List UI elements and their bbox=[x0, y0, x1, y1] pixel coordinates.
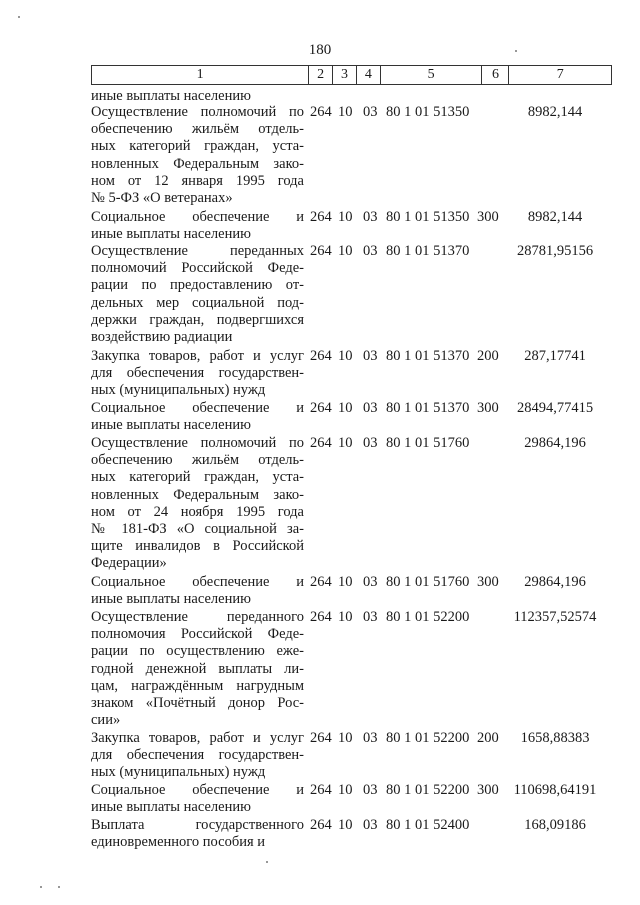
cell-col-3: 10 bbox=[338, 435, 353, 451]
description-line: знаком «Почётный донор Рос- bbox=[91, 695, 304, 712]
description-line: Закупка товаров, работ и услуг bbox=[91, 730, 304, 746]
description-line: № 181-ФЗ «О социальной за- bbox=[91, 521, 304, 538]
description-line: для обеспечения государствен- bbox=[91, 365, 304, 382]
cell-col-2: 264 bbox=[310, 435, 332, 451]
description-line: единовременного пособия и bbox=[91, 834, 266, 851]
description-line: Осуществление полномочий по bbox=[91, 104, 304, 120]
row-description bbox=[91, 574, 304, 608]
cell-col-6: 300 bbox=[477, 782, 499, 798]
description-line: иные выплаты населению bbox=[91, 417, 251, 434]
cell-col-5: 80 1 01 52200 bbox=[386, 609, 470, 625]
cell-col-2: 264 bbox=[310, 400, 332, 416]
cell-col-5: 80 1 01 52200 bbox=[386, 730, 470, 746]
header-col-5: 5 bbox=[381, 66, 483, 84]
header-col-1: 1 bbox=[92, 66, 309, 84]
cell-col-7: 287,17741 bbox=[524, 348, 586, 364]
cell-col-2: 264 bbox=[310, 574, 332, 590]
cell-col-6: 300 bbox=[477, 400, 499, 416]
cell-col-7: 28494,77415 bbox=[516, 400, 594, 416]
cell-col-4: 03 bbox=[363, 609, 378, 625]
cell-col-3: 10 bbox=[338, 817, 353, 833]
page-number: 180 bbox=[308, 42, 332, 58]
cell-col-7: 29864,196 bbox=[524, 574, 586, 590]
row-description bbox=[91, 348, 304, 400]
description-line: новленных Федеральным зако- bbox=[91, 486, 304, 503]
row-description bbox=[91, 400, 304, 434]
description-line: для обеспечения государствен- bbox=[91, 747, 304, 764]
cell-col-2: 264 bbox=[310, 609, 332, 625]
cell-col-5: 80 1 01 51760 bbox=[386, 435, 470, 451]
description-line: ном от 12 января 1995 года bbox=[91, 172, 304, 189]
description-line: Социальное обеспечение и bbox=[91, 400, 304, 416]
description-line: Осуществление переданных bbox=[91, 243, 304, 259]
cell-col-4: 03 bbox=[363, 209, 378, 225]
cell-col-4: 03 bbox=[363, 400, 378, 416]
cell-col-5: 80 1 01 51350 bbox=[386, 104, 470, 120]
description-line: Выплата государственного bbox=[91, 817, 304, 833]
description-line: иные выплаты населению bbox=[91, 226, 251, 243]
cell-col-3: 10 bbox=[338, 730, 353, 746]
description-line: воздействию радиации bbox=[91, 329, 233, 346]
row-description bbox=[91, 782, 304, 816]
row-description bbox=[91, 817, 304, 851]
cell-col-2: 264 bbox=[310, 209, 332, 225]
header-col-4: 4 bbox=[357, 66, 381, 84]
description-line: рации по осуществлению еже- bbox=[91, 643, 304, 660]
description-line: ных (муниципальных) нужд bbox=[91, 382, 266, 399]
description-line: полномочий Российской Феде- bbox=[91, 260, 304, 277]
description-line: обеспечению жильём отдель- bbox=[91, 121, 304, 138]
description-line: щите инвалидов в Российской bbox=[91, 538, 304, 555]
cell-col-3: 10 bbox=[338, 243, 353, 259]
description-line: полномочия Российской Феде- bbox=[91, 626, 304, 643]
cell-col-4: 03 bbox=[363, 104, 378, 120]
cell-col-7: 112357,52574 bbox=[513, 609, 597, 625]
description-line: годной денежной выплаты ли- bbox=[91, 660, 304, 677]
description-line: № 5-ФЗ «О ветеранах» bbox=[91, 190, 233, 207]
cell-col-3: 10 bbox=[338, 574, 353, 590]
description-line: ном от 24 ноября 1995 года bbox=[91, 503, 304, 520]
header-col-7: 7 bbox=[556, 67, 564, 82]
description-line: ных категорий граждан, уста- bbox=[91, 469, 304, 486]
cell-col-4: 03 bbox=[363, 348, 378, 364]
cell-col-6: 300 bbox=[477, 574, 499, 590]
description-line: рации по предоставлению от- bbox=[91, 277, 304, 294]
header-col-6: 6 bbox=[482, 66, 509, 84]
description-line: цам, награждённым нагрудным bbox=[91, 677, 304, 694]
description-line: сии» bbox=[91, 712, 121, 729]
description-line: Осуществление переданного bbox=[91, 609, 304, 625]
cell-col-4: 03 bbox=[363, 435, 378, 451]
cell-col-3: 10 bbox=[338, 104, 353, 120]
cell-col-4: 03 bbox=[363, 730, 378, 746]
scan-speck bbox=[266, 861, 268, 863]
cell-col-2: 264 bbox=[310, 348, 332, 364]
header-col-2: 2 bbox=[309, 66, 333, 84]
description-line: иные выплаты населению bbox=[91, 88, 251, 104]
cell-col-7: 8982,144 bbox=[527, 209, 583, 225]
table-header bbox=[91, 65, 612, 85]
cell-col-4: 03 bbox=[363, 817, 378, 833]
row-description bbox=[91, 435, 304, 573]
row-description bbox=[91, 730, 304, 782]
cell-col-3: 10 bbox=[338, 400, 353, 416]
row-description bbox=[91, 609, 304, 729]
cell-col-2: 264 bbox=[310, 730, 332, 746]
cell-col-5: 80 1 01 51370 bbox=[386, 348, 470, 364]
cell-col-4: 03 bbox=[363, 574, 378, 590]
scan-speck bbox=[58, 886, 60, 888]
cell-col-3: 10 bbox=[338, 348, 353, 364]
description-line: иные выплаты населению bbox=[91, 799, 251, 816]
cell-col-2: 264 bbox=[310, 243, 332, 259]
cell-col-4: 03 bbox=[363, 782, 378, 798]
cell-col-7: 1658,88383 bbox=[520, 730, 590, 746]
description-line: Федерации» bbox=[91, 555, 167, 572]
description-line: Закупка товаров, работ и услуг bbox=[91, 348, 304, 364]
cell-col-5: 80 1 01 51760 bbox=[386, 574, 470, 590]
description-line: обеспечению жильём отдель- bbox=[91, 452, 304, 469]
cell-col-2: 264 bbox=[310, 104, 332, 120]
cell-col-6: 200 bbox=[477, 730, 499, 746]
description-line: Осуществление полномочий по bbox=[91, 435, 304, 451]
cell-col-5: 80 1 01 51370 bbox=[386, 400, 470, 416]
cell-col-3: 10 bbox=[338, 609, 353, 625]
cell-col-7: 8982,144 bbox=[527, 104, 583, 120]
cell-col-6: 200 bbox=[477, 348, 499, 364]
row-description bbox=[91, 243, 304, 346]
description-line: новленных Федеральным зако- bbox=[91, 155, 304, 172]
row-description bbox=[91, 88, 304, 105]
cell-col-2: 264 bbox=[310, 817, 332, 833]
cell-col-7: 168,09186 bbox=[524, 817, 586, 833]
cell-col-6: 300 bbox=[477, 209, 499, 225]
description-line: держки граждан, подвергшихся bbox=[91, 311, 304, 328]
row-description bbox=[91, 104, 304, 207]
cell-col-5: 80 1 01 51370 bbox=[386, 243, 470, 259]
scan-speck bbox=[18, 16, 20, 18]
cell-col-7: 28781,95156 bbox=[516, 243, 594, 259]
scan-speck bbox=[40, 886, 42, 888]
description-line: ных (муниципальных) нужд bbox=[91, 764, 266, 781]
cell-col-4: 03 bbox=[363, 243, 378, 259]
description-line: Социальное обеспечение и bbox=[91, 782, 304, 798]
description-line: Социальное обеспечение и bbox=[91, 209, 304, 225]
cell-col-7: 110698,64191 bbox=[513, 782, 597, 798]
cell-col-2: 264 bbox=[310, 782, 332, 798]
scan-speck bbox=[515, 50, 517, 52]
description-line: дельных мер социальной под- bbox=[91, 294, 304, 311]
description-line: иные выплаты населению bbox=[91, 591, 251, 608]
description-line: ных категорий граждан, уста- bbox=[91, 138, 304, 155]
row-description bbox=[91, 209, 304, 243]
cell-col-3: 10 bbox=[338, 209, 353, 225]
header-col-3: 3 bbox=[333, 66, 357, 84]
cell-col-7: 29864,196 bbox=[524, 435, 586, 451]
cell-col-3: 10 bbox=[338, 782, 353, 798]
cell-col-5: 80 1 01 52200 bbox=[386, 782, 470, 798]
cell-col-5: 80 1 01 51350 bbox=[386, 209, 470, 225]
description-line: Социальное обеспечение и bbox=[91, 574, 304, 590]
cell-col-5: 80 1 01 52400 bbox=[386, 817, 470, 833]
